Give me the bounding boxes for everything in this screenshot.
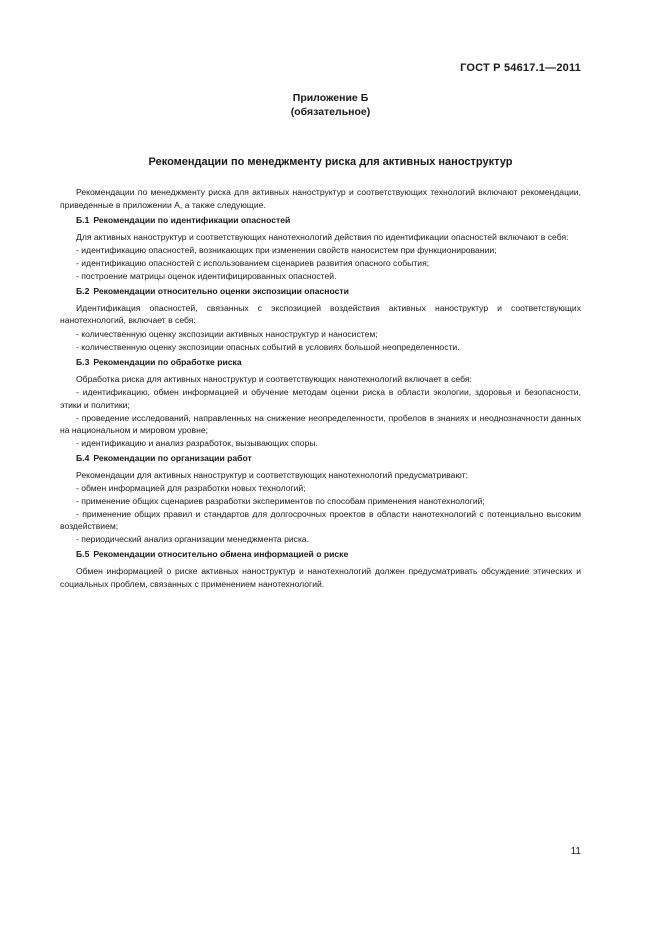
section-number: Б.2 xyxy=(76,286,90,297)
annex-heading xyxy=(0,91,661,119)
section-heading-b4 xyxy=(60,452,581,465)
list-item: - обмен информацией для разработки новых технологий; xyxy=(76,483,306,494)
section-paragraph: Обмен информацией о риске активных наноструктур и нанотехнологий должен предусматривать обсуждение этических и социальных проблем, связанных с применением нанотехнологий. xyxy=(60,566,581,589)
list-item: - применение общих сценариев разработки экспериментов по способам применения нанотехнологий; xyxy=(76,496,485,507)
list-item: - количественную оценку экспозиции опасных событий в условиях большой неопределенности. xyxy=(76,341,460,352)
section-heading-b1 xyxy=(60,214,581,227)
annex-label: Приложение Б xyxy=(292,92,369,104)
list-item: - идентификацию, обмен информацией и обучение методам оценки риска в области экологии, здоровья и безопасности, этики и политики; xyxy=(60,387,581,410)
section-title: Рекомендации относительно обмена информацией о риске xyxy=(93,549,349,560)
list-item: - идентификацию и анализ разработок, вызывающих споры. xyxy=(76,437,318,448)
list-item: - периодический анализ организации менеджмента риска. xyxy=(76,533,310,544)
list-item: - проведение исследований, направленных на снижение неопределенности, пробелов в знаниях и неоднозначности данных на национальном и мировом уровне; xyxy=(60,412,581,436)
annex-status: (обязательное) xyxy=(290,106,371,118)
intro-paragraph: Рекомендации по менеджменту риска для активных наноструктур и соответствующих технологий включают рекомендации, приведенные в приложении А, а также следующие. xyxy=(60,187,581,210)
list-item: - количественную оценку экспозиции активных наноструктур и наносистем; xyxy=(76,328,378,339)
section-paragraph: Обработка риска для активных наноструктур и соответствующих нанотехнологий включает в себя: xyxy=(76,373,472,384)
list-item: - построение матрицы оценок идентифицированных опасностей. xyxy=(76,270,337,281)
list-item: - идентификацию опасностей с использованием сценариев развития опасного события; xyxy=(76,257,430,268)
section-title: Рекомендации по идентификации опасностей xyxy=(93,215,291,226)
list-item: - идентификацию опасностей, возникающих при изменении свойств наносистем при функционировании; xyxy=(76,245,497,256)
annex-title: Рекомендации по менеджменту риска для активных наноструктур xyxy=(148,156,513,168)
document-code: ГОСТ Р 54617.1—2011 xyxy=(460,62,581,74)
section-number: Б.4 xyxy=(76,453,90,464)
section-title: Рекомендации по обработке риска xyxy=(93,357,242,368)
section-number: Б.3 xyxy=(76,357,90,368)
section-heading-b5 xyxy=(60,548,581,561)
section-number: Б.5 xyxy=(76,549,90,560)
section-paragraph: Идентификация опасностей, связанных с экспозицией воздействия активных наноструктур и соответствующих нанотехнологий, включает в себя: xyxy=(60,302,581,326)
section-paragraph: Рекомендации для активных наноструктур и соответствующих нанотехнологий предусматривают: xyxy=(76,469,468,480)
section-title: Рекомендации по организации работ xyxy=(93,453,252,464)
body-text xyxy=(60,186,581,591)
section-paragraph: Для активных наноструктур и соответствующих нанотехнологий действия по идентификации опасностей включают в себя: xyxy=(76,231,569,242)
section-heading-b3 xyxy=(60,356,581,369)
section-heading-b2 xyxy=(60,285,581,298)
section-title: Рекомендации относительно оценки экспозиции опасности xyxy=(93,286,349,297)
list-item: - применение общих правил и стандартов для долгосрочных проектов в области нанотехнологий с потенциально высоким воздействием; xyxy=(60,508,581,532)
section-number: Б.1 xyxy=(76,215,90,226)
page-number: 11 xyxy=(570,846,581,857)
